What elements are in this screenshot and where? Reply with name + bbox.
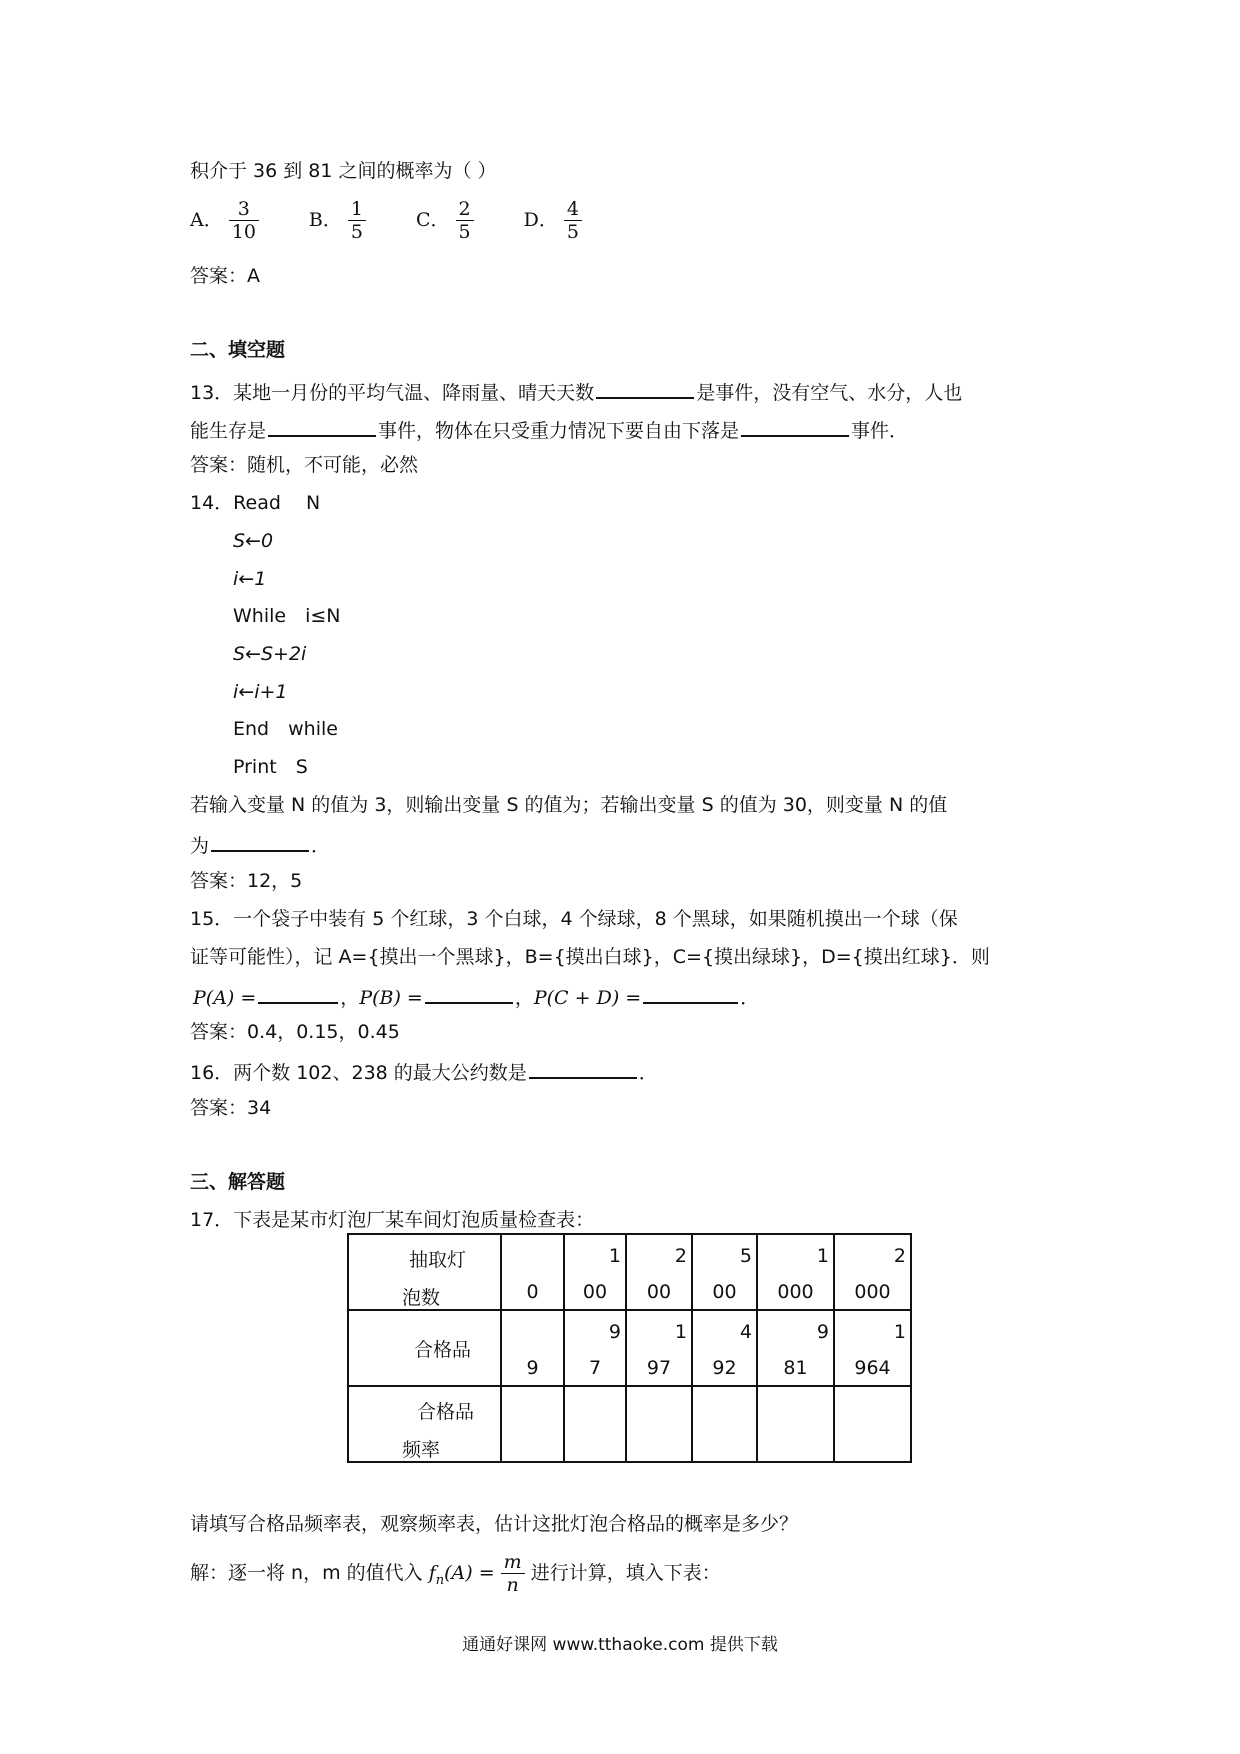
q14-code-line: 14．Read N [190,492,321,514]
fraction: $\frac{2}{5}$ [456,198,474,243]
q14-code-line: i←i+1 [233,681,288,703]
table-cell [626,1386,692,1462]
table-cell [501,1386,564,1462]
table-cell [564,1386,626,1462]
formula: $f_n(A)$ = [428,1562,495,1588]
table-cell: 合格品 频率 [348,1386,501,1462]
section-heading-fill-in: 二、填空题 [190,339,286,361]
q13-line2: 能生存是 事件，物体在只受重力情况下要自由下落是 事件． [190,415,908,444]
answer-blank [425,982,513,1004]
q14-stem: 若输入变量 N 的值为 3，则输出变量 S 的值为；若输出变量 S 的值为 30，则变量 N 的值 [190,794,948,816]
option-b: B． $\frac{1}{5}$ [309,195,366,245]
fraction: $\frac{m}{n}$ [501,1551,525,1596]
section-heading-solve: 三、解答题 [190,1171,286,1193]
answer-blank [596,377,694,399]
answer-blank [211,830,309,852]
table-cell: 9 7 [564,1310,626,1386]
table-cell: 抽取灯 泡数 [348,1234,501,1310]
page-footer: 通通好课网 www.tthaoke.com 提供下载 [462,1635,778,1655]
q14-stem-2: 为 ． [190,830,330,859]
table-cell: 9 81 [757,1310,834,1386]
q14-code-line: Print S [233,756,308,778]
table-cell: 2 000 [834,1234,911,1310]
q17-stem: 17．下表是某市灯泡厂某车间灯泡质量检查表： [190,1209,595,1231]
q14-code-line: i←1 [233,568,267,590]
q14-code-line: While i≤N [233,605,341,627]
q13-line1: 13．某地一月份的平均气温、降雨量、晴天天数 是事件，没有空气、水分，人也 [190,377,962,406]
option-c: C． $\frac{2}{5}$ [416,195,474,245]
answer-blank [268,415,376,437]
q12-options [190,195,632,245]
table-cell [757,1386,834,1462]
table-cell: 合格品 [348,1310,501,1386]
table-cell: 2 00 [626,1234,692,1310]
table-cell: 1 97 [626,1310,692,1386]
table-cell: 9 [501,1310,564,1386]
q17-solution: 解：逐一将 n，m 的值代入 $f_n(A)$ = $\frac{m}{n}$ 进行计算，填入下表： [190,1551,721,1596]
quality-table [347,1233,912,1463]
q16-answer: 答案：34 [190,1097,272,1119]
option-d: D． $\frac{4}{5}$ [524,195,582,245]
q12-stem: 积介于 36 到 81 之间的概率为（ ） [190,160,497,182]
table-cell [692,1386,757,1462]
q15-answer: 答案：0.4，0.15，0.45 [190,1021,400,1043]
table-row [348,1386,911,1462]
answer-blank [529,1057,637,1079]
table-row [348,1234,911,1310]
q12-answer: 答案：A [190,265,260,287]
answer-blank [258,982,338,1004]
table-cell: 1 000 [757,1234,834,1310]
table-cell: 5 00 [692,1234,757,1310]
q15-line2: 证等可能性），记 A={摸出一个黑球}，B={摸出白球}，C={摸出绿球}，D={摸出红球}．则 [190,946,990,968]
option-a: A． $\frac{3}{10}$ [190,195,259,245]
table-cell: 1 00 [564,1234,626,1310]
fraction: $\frac{4}{5}$ [564,198,582,243]
table-row [348,1310,911,1386]
table-cell [834,1386,911,1462]
q15-line3: P(A) = ，P(B) = ，P(C + D) = ． [193,982,759,1011]
fraction: $\frac{1}{5}$ [348,198,366,243]
q16-stem: 16．两个数 102、238 的最大公约数是 ． [190,1057,658,1086]
table-cell: 1 964 [834,1310,911,1386]
q15-line1: 15．一个袋子中装有 5 个红球，3 个白球，4 个绿球，8 个黑球，如果随机摸出一个球（保 [190,908,958,930]
table-cell: 4 92 [692,1310,757,1386]
q13-answer: 答案：随机，不可能，必然 [190,454,419,476]
q14-answer: 答案：12，5 [190,870,303,892]
q14-code-line: S←0 [233,530,274,552]
q14-code-line: End while [233,718,338,740]
answer-blank [643,982,738,1004]
table-cell: 0 [501,1234,564,1310]
q17-question: 请填写合格品频率表，观察频率表，估计这批灯泡合格品的概率是多少？ [190,1513,799,1535]
answer-blank [741,415,849,437]
fraction: $\frac{3}{10}$ [229,198,259,243]
q14-code-line: S←S+2i [233,643,307,665]
